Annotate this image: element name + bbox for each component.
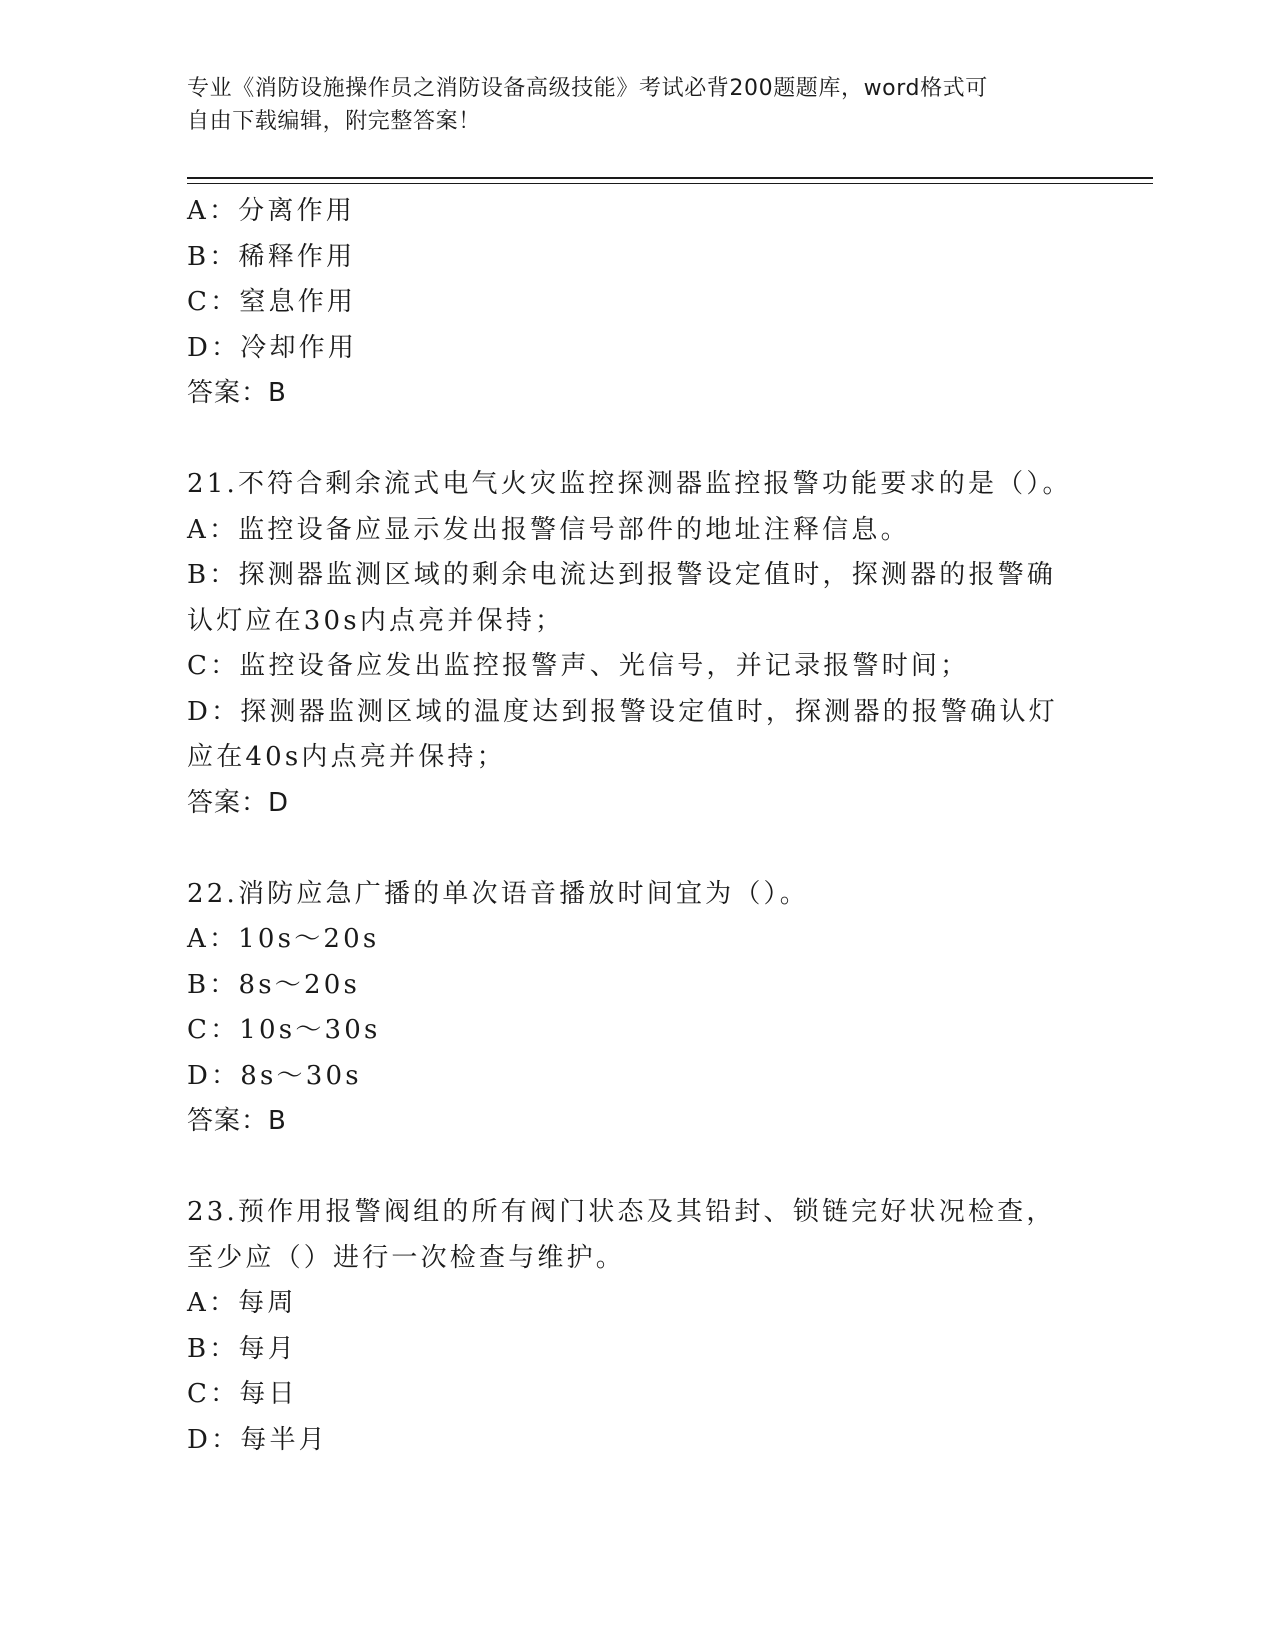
question-title: 23.预作用报警阀组的所有阀门状态及其铅封、锁链完好状况检查，至少应（）进行一次检查与维护。 xyxy=(187,1197,1056,1273)
header-divider-thick xyxy=(187,177,1153,179)
answer-line: 答案：B xyxy=(187,1106,287,1136)
option-b: B：8s～20s xyxy=(187,969,361,1000)
spacer xyxy=(187,826,1077,872)
option-b: B：探测器监测区域的剩余电流达到报警设定值时，探测器的报警确认灯应在30s内点亮并保持； xyxy=(187,560,1057,636)
option-a: A：每周 xyxy=(187,1288,297,1318)
option-a: A：监控设备应显示发出报警信号部件的地址注释信息。 xyxy=(187,514,910,545)
option-b: B：稀释作用 xyxy=(187,241,356,272)
option-d: D：冷却作用 xyxy=(187,332,358,363)
option-c: C：窒息作用 xyxy=(187,287,357,317)
option-d: D：探测器监测区域的温度达到报警设定值时，探测器的报警确认灯应在40s内点亮并保持； xyxy=(187,696,1058,772)
header-line-1: 专业《消防设施操作员之消防设备高级技能》考试必背200题题库，word格式可 xyxy=(187,76,988,101)
spacer xyxy=(187,417,1077,463)
option-a: A：10s～20s xyxy=(187,924,380,954)
header-line-2: 自由下载编辑，附完整答案！ xyxy=(187,109,481,134)
option-d: D：每半月 xyxy=(187,1424,328,1455)
option-c: C：每日 xyxy=(187,1379,298,1409)
option-a: A：分离作用 xyxy=(187,196,355,226)
document-header xyxy=(187,72,1067,138)
answer-line: 答案：B xyxy=(187,378,287,408)
question-22 xyxy=(187,872,1077,1145)
header-divider-thin xyxy=(187,183,1153,184)
question-21 xyxy=(187,462,1077,826)
option-c: C：监控设备应发出监控报警声、光信号，并记录报警时间； xyxy=(187,651,970,681)
question-23 xyxy=(187,1190,1077,1463)
question-content xyxy=(187,189,1077,1463)
option-d: D：8s～30s xyxy=(187,1060,362,1091)
option-c: C：10s～30s xyxy=(187,1015,381,1045)
question-title: 21.不符合剩余流式电气火灾监控探测器监控报警功能要求的是（）。 xyxy=(187,469,1072,499)
option-b: B：每月 xyxy=(187,1333,297,1364)
answer-line: 答案：D xyxy=(187,787,290,818)
spacer xyxy=(187,1145,1077,1191)
question-title: 22.消防应急广播的单次语音播放时间宜为（）。 xyxy=(187,878,809,909)
question-20-continued xyxy=(187,189,1077,417)
